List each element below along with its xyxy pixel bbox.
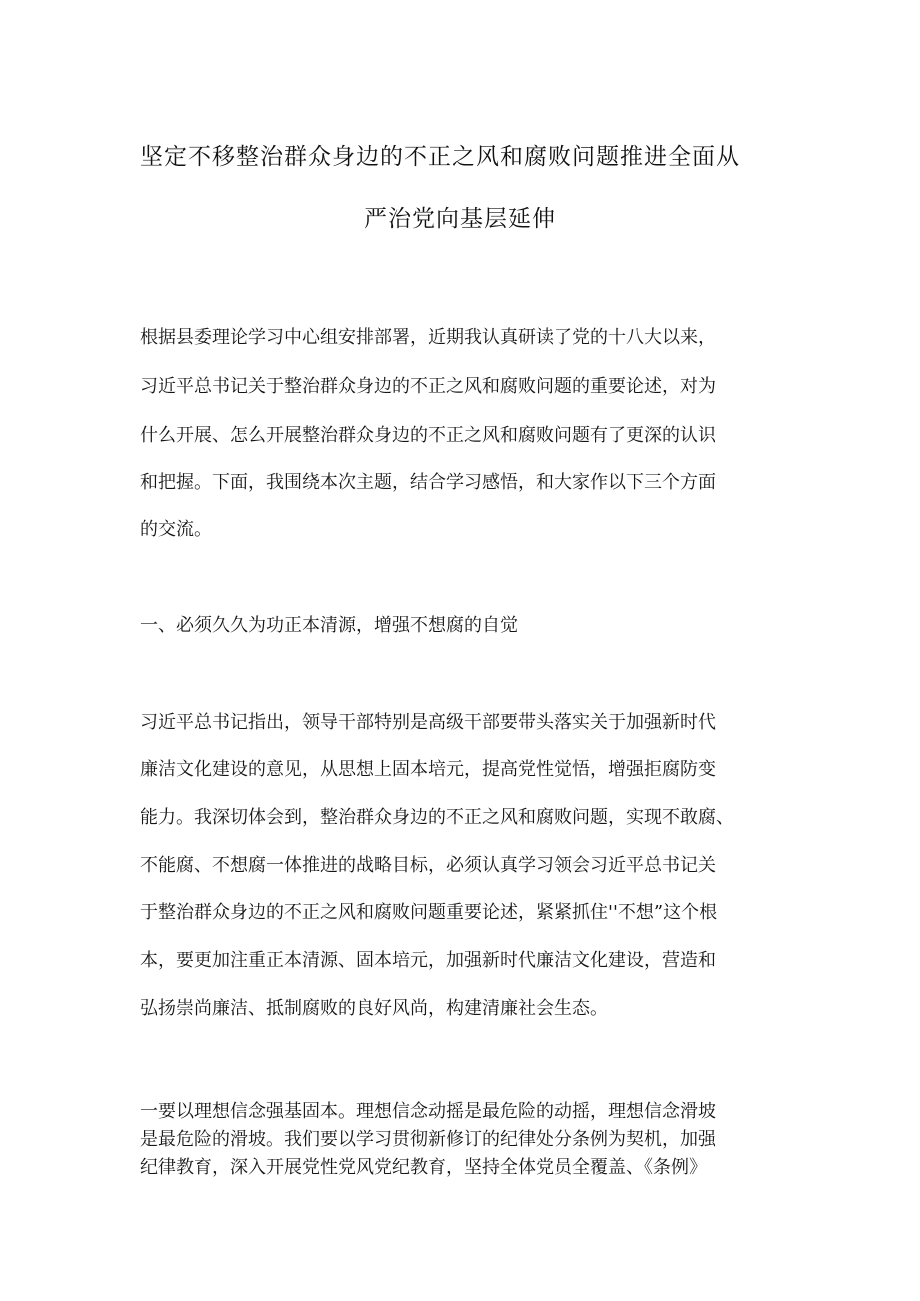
point-paragraph-line-1: 一要以理想信念强基固本。理想信念动摇是最危险的动摇，理想信念滑坡 [140,1101,716,1122]
point-paragraph-line-3: 纪律教育，深入开展党性党风党纪教育，坚持全体党员全覆盖、《条例》 [140,1157,707,1178]
section-paragraph-line-5: 于整治群众身边的不正之风和腐败问题重要论述，紧紧抓住''不想”这个根 [140,902,718,923]
section-paragraph-line-7: 弘扬崇尚廉洁、抵制腐败的良好风尚，构建清廉社会生态。 [140,998,608,1019]
section-paragraph-line-4: 不能腐、不想腐一体推进的战略目标，必须认真学习领会习近平总书记关 [140,855,716,876]
intro-paragraph-line-2: 习近平总书记关于整治群众身边的不正之风和腐败问题的重要论述，对为 [140,376,716,397]
document-title-line-1: 坚定不移整治群众身边的不正之风和腐败问题推进全面从 [140,144,740,170]
intro-paragraph-line-3: 什么开展、怎么开展整治群众身边的不正之风和腐败问题有了更深的认识 [140,425,716,446]
section-paragraph-line-6: 本，要更加注重正本清源、固本培元，加强新时代廉洁文化建设，营造和 [140,950,716,971]
section-paragraph-line-1: 习近平总书记指出，领导干部特别是高级干部要带头落实关于加强新时代 [140,712,716,733]
section-paragraph-line-3: 能力。我深切体会到，整治群众身边的不正之风和腐败问题，实现不敢腐、 [140,807,734,828]
intro-paragraph-line-1: 根据县委理论学习中心组安排部署，近期我认真研读了党的十八大以来， [140,327,716,348]
section-paragraph-line-2: 廉洁文化建设的意见，从思想上固本培元，提高党性觉悟，增强拒腐防变 [140,759,716,780]
point-paragraph-line-2: 是最危险的滑坡。我们要以学习贯彻新修订的纪律处分条例为契机，加强 [140,1129,716,1150]
document-title-line-2: 严治党向基层延伸 [364,206,556,232]
intro-paragraph-line-4: 和把握。下面，我围绕本次主题，结合学习感悟，和大家作以下三个方面 [140,472,716,493]
section-heading: 一、必须久久为功正本清源，增强不想腐的自觉 [140,615,518,636]
intro-paragraph-line-5: 的交流。 [140,519,212,540]
